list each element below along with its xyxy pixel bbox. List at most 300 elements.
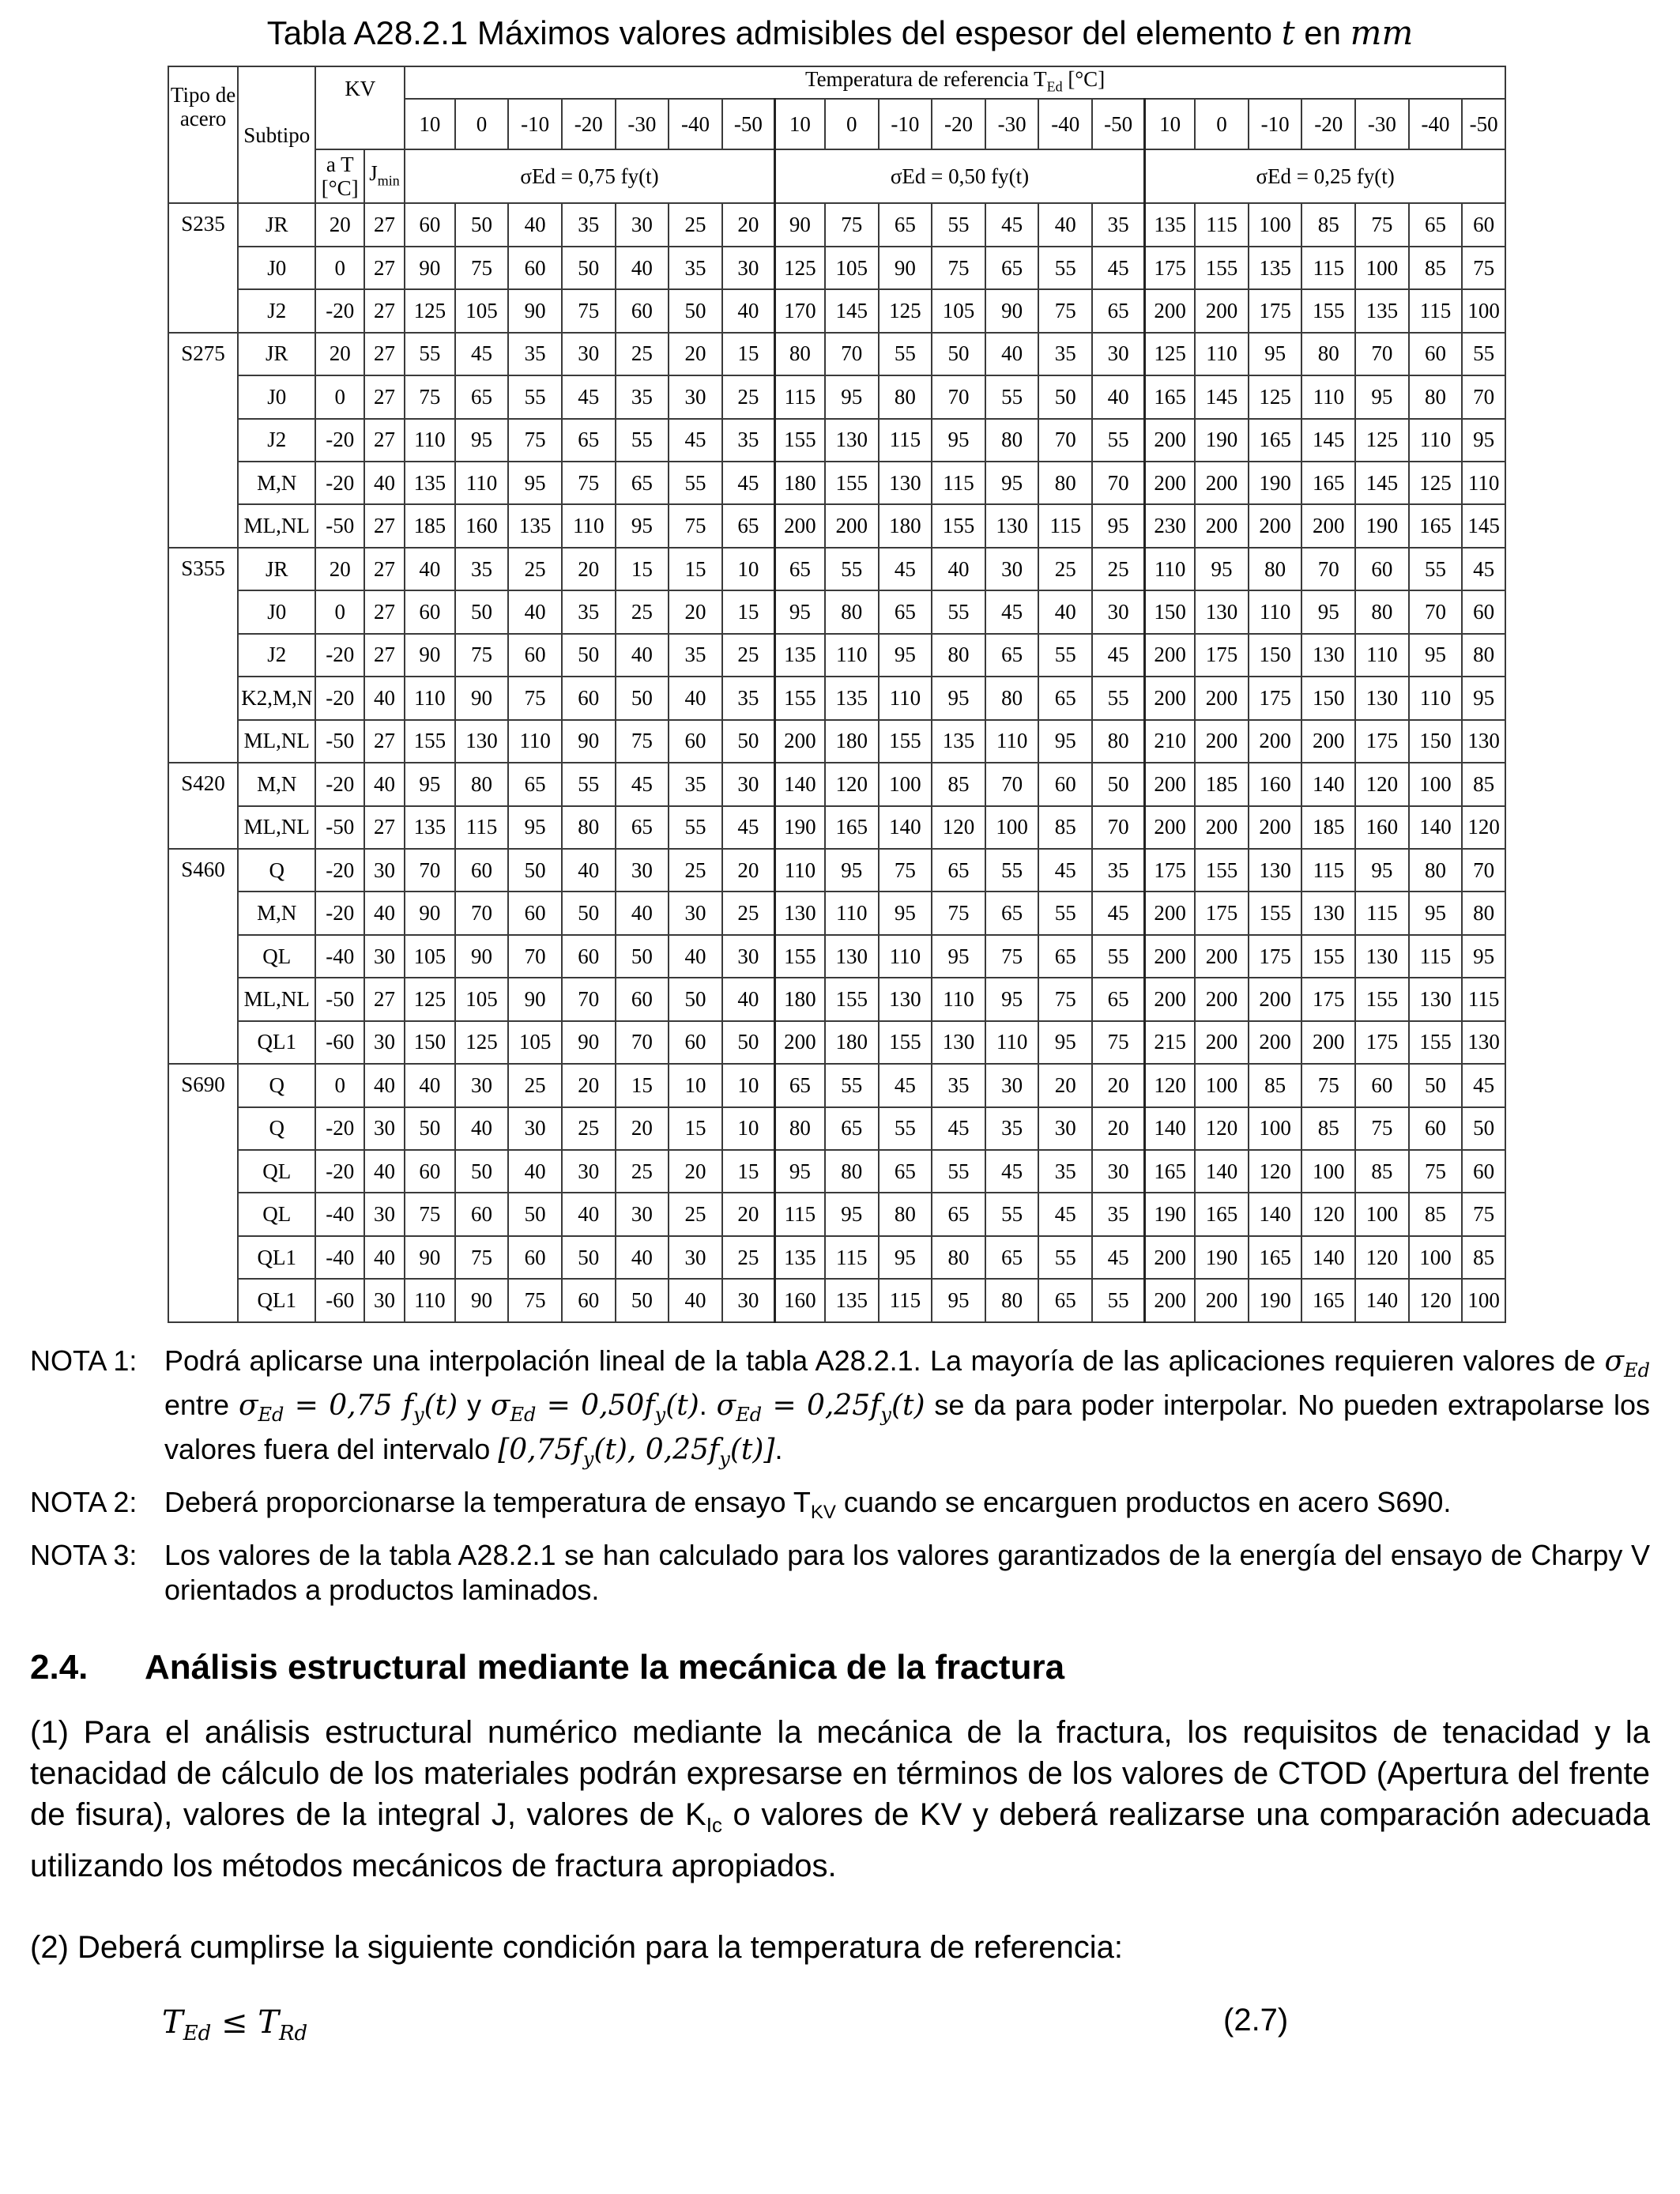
cell-thickness: 135 xyxy=(774,634,825,677)
cell-thickness: 160 xyxy=(774,1279,825,1322)
cell-thickness: 155 xyxy=(825,978,879,1020)
cell-thickness: 70 xyxy=(405,849,455,892)
cell-thickness: 25 xyxy=(508,1064,562,1106)
cell-thickness: 60 xyxy=(508,247,562,289)
cell-thickness: 50 xyxy=(405,1107,455,1150)
cell-thickness: 155 xyxy=(879,1021,932,1064)
cell-thickness: 25 xyxy=(722,892,775,934)
cell-thickness: 30 xyxy=(616,1193,669,1235)
cell-thickness: 65 xyxy=(879,590,932,633)
header-temp-2-6: -50 xyxy=(1462,99,1505,149)
cell-thickness: 30 xyxy=(616,203,669,246)
header-temp-0-5: -40 xyxy=(669,99,722,149)
cell-jmin: 30 xyxy=(364,1107,405,1150)
cell-thickness: 60 xyxy=(562,1279,616,1322)
cell-thickness: 55 xyxy=(932,1150,985,1193)
cell-thickness: 80 xyxy=(879,1193,932,1235)
note-1-sigma3-end: (t) xyxy=(665,1389,699,1423)
cell-thickness: 35 xyxy=(1092,203,1145,246)
cell-thickness: 155 xyxy=(774,935,825,978)
note-1-t1: Podrá aplicarse una interpolación lineal de la tabla A28.2.1. La mayoría de las aplicaciones requieren valores de xyxy=(164,1344,1605,1377)
cell-thickness: 20 xyxy=(616,1107,669,1150)
cell-thickness: 190 xyxy=(1355,504,1409,547)
cell-thickness: 180 xyxy=(879,504,932,547)
cell-steel-type: S275 xyxy=(168,333,238,548)
cell-thickness: 110 xyxy=(1409,677,1463,719)
cell-thickness: 95 xyxy=(1195,548,1249,590)
cell-thickness: 55 xyxy=(562,763,616,805)
equation-lhs-sub: Ed xyxy=(183,2022,212,2045)
cell-thickness: 120 xyxy=(1195,1107,1249,1150)
cell-thickness: 90 xyxy=(405,247,455,289)
cell-thickness: 40 xyxy=(669,935,722,978)
cell-subtype: QL xyxy=(238,1193,315,1235)
cell-thickness: 210 xyxy=(1145,720,1196,763)
cell-thickness: 45 xyxy=(1092,1236,1145,1279)
cell-thickness: 135 xyxy=(774,1236,825,1279)
cell-thickness: 55 xyxy=(1092,677,1145,719)
cell-thickness: 20 xyxy=(1092,1064,1145,1106)
cell-thickness: 55 xyxy=(616,419,669,462)
cell-thickness: 30 xyxy=(669,892,722,934)
note-1-sigma4: σ xyxy=(716,1389,736,1423)
cell-thickness: 200 xyxy=(1301,720,1355,763)
cell-thickness: 150 xyxy=(1249,634,1302,677)
cell-jmin: 27 xyxy=(364,634,405,677)
cell-thickness: 60 xyxy=(1462,203,1505,246)
cell-thickness: 130 xyxy=(825,419,879,462)
cell-thickness: 75 xyxy=(455,634,509,677)
cell-thickness: 30 xyxy=(669,375,722,418)
cell-subtype: J0 xyxy=(238,375,315,418)
cell-thickness: 35 xyxy=(562,203,616,246)
cell-thickness: 40 xyxy=(616,634,669,677)
cell-thickness: 165 xyxy=(825,806,879,849)
cell-thickness: 50 xyxy=(722,720,775,763)
cell-jmin: 30 xyxy=(364,849,405,892)
cell-thickness: 55 xyxy=(669,462,722,504)
cell-thickness: 65 xyxy=(1092,289,1145,332)
cell-thickness: 95 xyxy=(405,763,455,805)
cell-thickness: 30 xyxy=(508,1107,562,1150)
cell-jmin: 27 xyxy=(364,247,405,289)
cell-thickness: 35 xyxy=(669,763,722,805)
cell-thickness: 50 xyxy=(932,333,985,375)
cell-jmin: 30 xyxy=(364,1021,405,1064)
cell-thickness: 60 xyxy=(1038,763,1092,805)
cell-thickness: 25 xyxy=(669,203,722,246)
cell-steel-type: S355 xyxy=(168,548,238,763)
cell-thickness: 95 xyxy=(932,1279,985,1322)
notes-section xyxy=(30,1344,1650,1615)
cell-thickness: 40 xyxy=(562,1193,616,1235)
cell-thickness: 30 xyxy=(1092,1150,1145,1193)
header-temp-1-6: -50 xyxy=(1092,99,1145,149)
header-temp-0-6: -50 xyxy=(722,99,775,149)
cell-thickness: 190 xyxy=(1249,462,1302,504)
cell-thickness: 80 xyxy=(1462,892,1505,934)
cell-thickness: 75 xyxy=(669,504,722,547)
cell-thickness: 60 xyxy=(669,720,722,763)
header-temp-1-0: 10 xyxy=(774,99,825,149)
cell-thickness: 120 xyxy=(1462,806,1505,849)
note-1 xyxy=(30,1344,1650,1477)
cell-thickness: 200 xyxy=(825,504,879,547)
cell-thickness: 75 xyxy=(1462,1193,1505,1235)
cell-thickness: 20 xyxy=(562,1064,616,1106)
cell-thickness: 115 xyxy=(879,419,932,462)
cell-thickness: 80 xyxy=(1462,634,1505,677)
cell-thickness: 60 xyxy=(616,289,669,332)
table-row xyxy=(168,720,1505,763)
table-body xyxy=(168,203,1505,1322)
cell-thickness: 80 xyxy=(1249,548,1302,590)
cell-thickness: 100 xyxy=(1249,203,1302,246)
cell-thickness: 155 xyxy=(1409,1021,1463,1064)
cell-thickness: 125 xyxy=(405,289,455,332)
cell-thickness: 110 xyxy=(405,419,455,462)
header-jmin xyxy=(364,149,405,203)
cell-jmin: 27 xyxy=(364,548,405,590)
note-1-t5: se da para poder interpolar. No pueden extrapolarse los valores fuera del intervalo xyxy=(164,1389,1650,1466)
cell-thickness: 200 xyxy=(1195,978,1249,1020)
cell-subtype: M,N xyxy=(238,462,315,504)
cell-thickness: 140 xyxy=(1355,1279,1409,1322)
cell-thickness: 65 xyxy=(508,763,562,805)
cell-thickness: 25 xyxy=(616,1150,669,1193)
cell-thickness: 100 xyxy=(1409,763,1463,805)
cell-jmin: 27 xyxy=(364,289,405,332)
cell-thickness: 45 xyxy=(1038,849,1092,892)
cell-thickness: 60 xyxy=(405,1150,455,1193)
cell-thickness: 95 xyxy=(932,935,985,978)
cell-thickness: 80 xyxy=(932,634,985,677)
cell-thickness: 75 xyxy=(1462,247,1505,289)
cell-thickness: 85 xyxy=(1355,1150,1409,1193)
cell-thickness: 30 xyxy=(1038,1107,1092,1150)
cell-thickness: 110 xyxy=(879,677,932,719)
cell-subtype: Q xyxy=(238,849,315,892)
cell-thickness: 85 xyxy=(1409,1193,1463,1235)
cell-thickness: 200 xyxy=(1145,806,1196,849)
table-row xyxy=(168,1064,1505,1106)
cell-thickness: 200 xyxy=(1145,289,1196,332)
cell-thickness: 200 xyxy=(774,504,825,547)
cell-thickness: 200 xyxy=(1195,935,1249,978)
cell-thickness: 95 xyxy=(932,419,985,462)
cell-thickness: 90 xyxy=(774,203,825,246)
cell-thickness: 50 xyxy=(616,1279,669,1322)
cell-thickness: 35 xyxy=(932,1064,985,1106)
table-row xyxy=(168,203,1505,246)
cell-thickness: 50 xyxy=(455,1150,509,1193)
cell-thickness: 20 xyxy=(669,1150,722,1193)
cell-jmin: 30 xyxy=(364,1193,405,1235)
paragraph-1-sub: Ic xyxy=(706,1813,722,1837)
note-1-sigma2: σ xyxy=(238,1389,258,1423)
cell-thickness: 140 xyxy=(1145,1107,1196,1150)
cell-thickness: 125 xyxy=(1249,375,1302,418)
cell-thickness: 65 xyxy=(879,1150,932,1193)
cell-thickness: 60 xyxy=(455,1193,509,1235)
note-2-text xyxy=(164,1485,1650,1530)
cell-thickness: 190 xyxy=(1145,1193,1196,1235)
cell-thickness: 40 xyxy=(722,978,775,1020)
cell-subtype: QL1 xyxy=(238,1279,315,1322)
cell-subtype: JR xyxy=(238,548,315,590)
cell-thickness: 100 xyxy=(879,763,932,805)
cell-thickness: 200 xyxy=(1145,892,1196,934)
header-kv: KV xyxy=(315,66,405,149)
cell-thickness: 40 xyxy=(669,1279,722,1322)
cell-thickness: 70 xyxy=(1462,375,1505,418)
cell-thickness: 135 xyxy=(405,462,455,504)
cell-thickness: 115 xyxy=(1355,892,1409,934)
cell-thickness: 185 xyxy=(1195,763,1249,805)
cell-thickness: 40 xyxy=(405,1064,455,1106)
header-temp-2-5: -40 xyxy=(1409,99,1463,149)
cell-thickness: 95 xyxy=(879,1236,932,1279)
table-row xyxy=(168,1107,1505,1150)
cell-at: 0 xyxy=(315,375,363,418)
cell-thickness: 85 xyxy=(1301,1107,1355,1150)
cell-thickness: 15 xyxy=(722,1150,775,1193)
table-row xyxy=(168,1193,1505,1235)
cell-thickness: 180 xyxy=(825,1021,879,1064)
cell-thickness: 25 xyxy=(722,375,775,418)
cell-thickness: 65 xyxy=(774,1064,825,1106)
table-row xyxy=(168,289,1505,332)
cell-thickness: 20 xyxy=(562,548,616,590)
cell-thickness: 110 xyxy=(508,720,562,763)
cell-thickness: 80 xyxy=(1092,720,1145,763)
cell-thickness: 150 xyxy=(1145,590,1196,633)
cell-thickness: 55 xyxy=(1038,892,1092,934)
cell-thickness: 100 xyxy=(1249,1107,1302,1150)
note-1-sigma3-y: y xyxy=(654,1404,666,1427)
cell-thickness: 55 xyxy=(825,548,879,590)
cell-thickness: 40 xyxy=(722,289,775,332)
cell-thickness: 50 xyxy=(669,978,722,1020)
cell-thickness: 90 xyxy=(879,247,932,289)
cell-thickness: 165 xyxy=(1145,375,1196,418)
cell-thickness: 15 xyxy=(669,1107,722,1150)
note-1-sigma2-rhs: = 0,75 f xyxy=(284,1389,414,1423)
cell-thickness: 100 xyxy=(1355,247,1409,289)
cell-thickness: 55 xyxy=(1038,1236,1092,1279)
cell-thickness: 95 xyxy=(1038,720,1092,763)
cell-thickness: 200 xyxy=(1195,289,1249,332)
cell-subtype: QL1 xyxy=(238,1236,315,1279)
note-1-sigma2-end: (t) xyxy=(424,1389,458,1423)
cell-thickness: 125 xyxy=(1145,333,1196,375)
cell-at: -50 xyxy=(315,806,363,849)
cell-thickness: 110 xyxy=(825,634,879,677)
cell-thickness: 90 xyxy=(455,677,509,719)
cell-thickness: 65 xyxy=(932,1193,985,1235)
cell-thickness: 80 xyxy=(1409,375,1463,418)
cell-thickness: 125 xyxy=(455,1021,509,1064)
cell-thickness: 100 xyxy=(1462,289,1505,332)
cell-thickness: 65 xyxy=(1038,935,1092,978)
cell-thickness: 80 xyxy=(1301,333,1355,375)
cell-thickness: 50 xyxy=(669,289,722,332)
caption-text: Tabla A28.2.1 Máximos valores admisibles del espesor del elemento xyxy=(266,14,1282,51)
cell-jmin: 27 xyxy=(364,978,405,1020)
equation-rhs-sub: Rd xyxy=(278,2022,308,2045)
cell-thickness: 65 xyxy=(616,462,669,504)
table-row xyxy=(168,1236,1505,1279)
note-3-label: NOTA 3: xyxy=(30,1538,137,1571)
cell-thickness: 35 xyxy=(508,333,562,375)
cell-thickness: 75 xyxy=(508,419,562,462)
cell-thickness: 55 xyxy=(1409,548,1463,590)
cell-thickness: 30 xyxy=(985,548,1039,590)
cell-thickness: 30 xyxy=(616,849,669,892)
cell-thickness: 15 xyxy=(616,1064,669,1106)
cell-thickness: 125 xyxy=(774,247,825,289)
cell-thickness: 105 xyxy=(932,289,985,332)
cell-thickness: 60 xyxy=(1462,1150,1505,1193)
cell-thickness: 115 xyxy=(1409,935,1463,978)
cell-thickness: 175 xyxy=(1145,247,1196,289)
cell-at: -20 xyxy=(315,849,363,892)
cell-subtype: ML,NL xyxy=(238,720,315,763)
cell-subtype: M,N xyxy=(238,892,315,934)
cell-at: -20 xyxy=(315,763,363,805)
header-temp-2-4: -30 xyxy=(1355,99,1409,149)
cell-thickness: 40 xyxy=(1092,375,1145,418)
cell-thickness: 200 xyxy=(1145,634,1196,677)
cell-thickness: 215 xyxy=(1145,1021,1196,1064)
cell-jmin: 40 xyxy=(364,1150,405,1193)
cell-thickness: 135 xyxy=(1249,247,1302,289)
table-caption xyxy=(0,11,1680,55)
cell-thickness: 130 xyxy=(1462,1021,1505,1064)
cell-thickness: 60 xyxy=(405,590,455,633)
cell-subtype: J2 xyxy=(238,289,315,332)
cell-thickness: 90 xyxy=(562,720,616,763)
cell-thickness: 60 xyxy=(1409,1107,1463,1150)
caption-variable: t xyxy=(1281,13,1295,52)
note-1-sigma3: σ xyxy=(490,1389,510,1423)
cell-jmin: 40 xyxy=(364,1064,405,1106)
cell-thickness: 95 xyxy=(455,419,509,462)
cell-thickness: 95 xyxy=(774,590,825,633)
cell-thickness: 75 xyxy=(932,892,985,934)
cell-thickness: 35 xyxy=(455,548,509,590)
cell-thickness: 45 xyxy=(1092,892,1145,934)
cell-thickness: 40 xyxy=(669,677,722,719)
cell-thickness: 175 xyxy=(1249,677,1302,719)
header-temp-1-2: -10 xyxy=(879,99,932,149)
cell-thickness: 50 xyxy=(722,1021,775,1064)
cell-subtype: J2 xyxy=(238,634,315,677)
note-2 xyxy=(30,1485,1650,1530)
cell-thickness: 200 xyxy=(1249,978,1302,1020)
cell-thickness: 45 xyxy=(669,419,722,462)
cell-thickness: 35 xyxy=(1038,333,1092,375)
cell-thickness: 110 xyxy=(1145,548,1196,590)
table-row xyxy=(168,1021,1505,1064)
cell-thickness: 45 xyxy=(1092,247,1145,289)
header-temp-ref-unit: [°C] xyxy=(1062,67,1106,91)
cell-thickness: 65 xyxy=(1038,677,1092,719)
cell-thickness: 70 xyxy=(1355,333,1409,375)
cell-subtype: JR xyxy=(238,333,315,375)
cell-thickness: 80 xyxy=(985,1279,1039,1322)
cell-thickness: 130 xyxy=(455,720,509,763)
cell-thickness: 115 xyxy=(1301,849,1355,892)
header-temp-ref-sub: Ed xyxy=(1046,78,1063,95)
cell-thickness: 80 xyxy=(1409,849,1463,892)
cell-thickness: 115 xyxy=(774,375,825,418)
cell-thickness: 165 xyxy=(1409,504,1463,547)
cell-thickness: 25 xyxy=(669,1193,722,1235)
cell-jmin: 40 xyxy=(364,892,405,934)
note-3 xyxy=(30,1538,1650,1608)
cell-thickness: 35 xyxy=(1092,849,1145,892)
cell-thickness: 85 xyxy=(1249,1064,1302,1106)
cell-steel-type: S460 xyxy=(168,849,238,1064)
cell-thickness: 110 xyxy=(985,720,1039,763)
table-row xyxy=(168,849,1505,892)
cell-thickness: 75 xyxy=(879,849,932,892)
cell-thickness: 40 xyxy=(1038,203,1092,246)
section-number: 2.4. xyxy=(30,1648,89,1687)
cell-thickness: 200 xyxy=(1145,1236,1196,1279)
header-sigma-0: σEd = 0,75 fy(t) xyxy=(405,149,774,203)
cell-thickness: 165 xyxy=(1249,419,1302,462)
cell-thickness: 110 xyxy=(985,1021,1039,1064)
cell-thickness: 10 xyxy=(722,548,775,590)
cell-jmin: 27 xyxy=(364,203,405,246)
cell-thickness: 30 xyxy=(722,1279,775,1322)
table-row xyxy=(168,935,1505,978)
table-row xyxy=(168,590,1505,633)
cell-thickness: 175 xyxy=(1355,1021,1409,1064)
cell-thickness: 65 xyxy=(774,548,825,590)
cell-at: -50 xyxy=(315,720,363,763)
cell-thickness: 20 xyxy=(669,590,722,633)
cell-at: -20 xyxy=(315,419,363,462)
cell-thickness: 45 xyxy=(722,462,775,504)
cell-thickness: 55 xyxy=(985,375,1039,418)
cell-thickness: 80 xyxy=(985,677,1039,719)
table-row xyxy=(168,892,1505,934)
note-1-sigma1-sub: Ed xyxy=(1624,1359,1650,1382)
cell-thickness: 200 xyxy=(774,1021,825,1064)
note-1-interval-a-y: y xyxy=(582,1448,594,1471)
cell-thickness: 110 xyxy=(932,978,985,1020)
cell-thickness: 95 xyxy=(985,462,1039,504)
cell-thickness: 100 xyxy=(985,806,1039,849)
cell-thickness: 80 xyxy=(455,763,509,805)
cell-thickness: 45 xyxy=(932,1107,985,1150)
cell-thickness: 20 xyxy=(722,1193,775,1235)
header-sigma-row xyxy=(168,149,1505,203)
cell-thickness: 95 xyxy=(1355,849,1409,892)
cell-at: 0 xyxy=(315,247,363,289)
cell-thickness: 85 xyxy=(932,763,985,805)
cell-thickness: 95 xyxy=(1462,419,1505,462)
cell-thickness: 75 xyxy=(1038,978,1092,1020)
equation-operator: ≤ xyxy=(211,2004,258,2041)
paragraph-1-a: (1) Para el análisis estructural numérico mediante la mecánica de la fractura, los requisitos de tenacidad y la tenacidad de cálculo de los materiales podrán expresarse en términos de los valores de CTOD (Apertura del frente de fisura), valores de la integral J, valores de K xyxy=(30,1715,1650,1832)
cell-thickness: 110 xyxy=(1195,333,1249,375)
caption-unit: mm xyxy=(1350,13,1414,52)
table-row xyxy=(168,419,1505,462)
